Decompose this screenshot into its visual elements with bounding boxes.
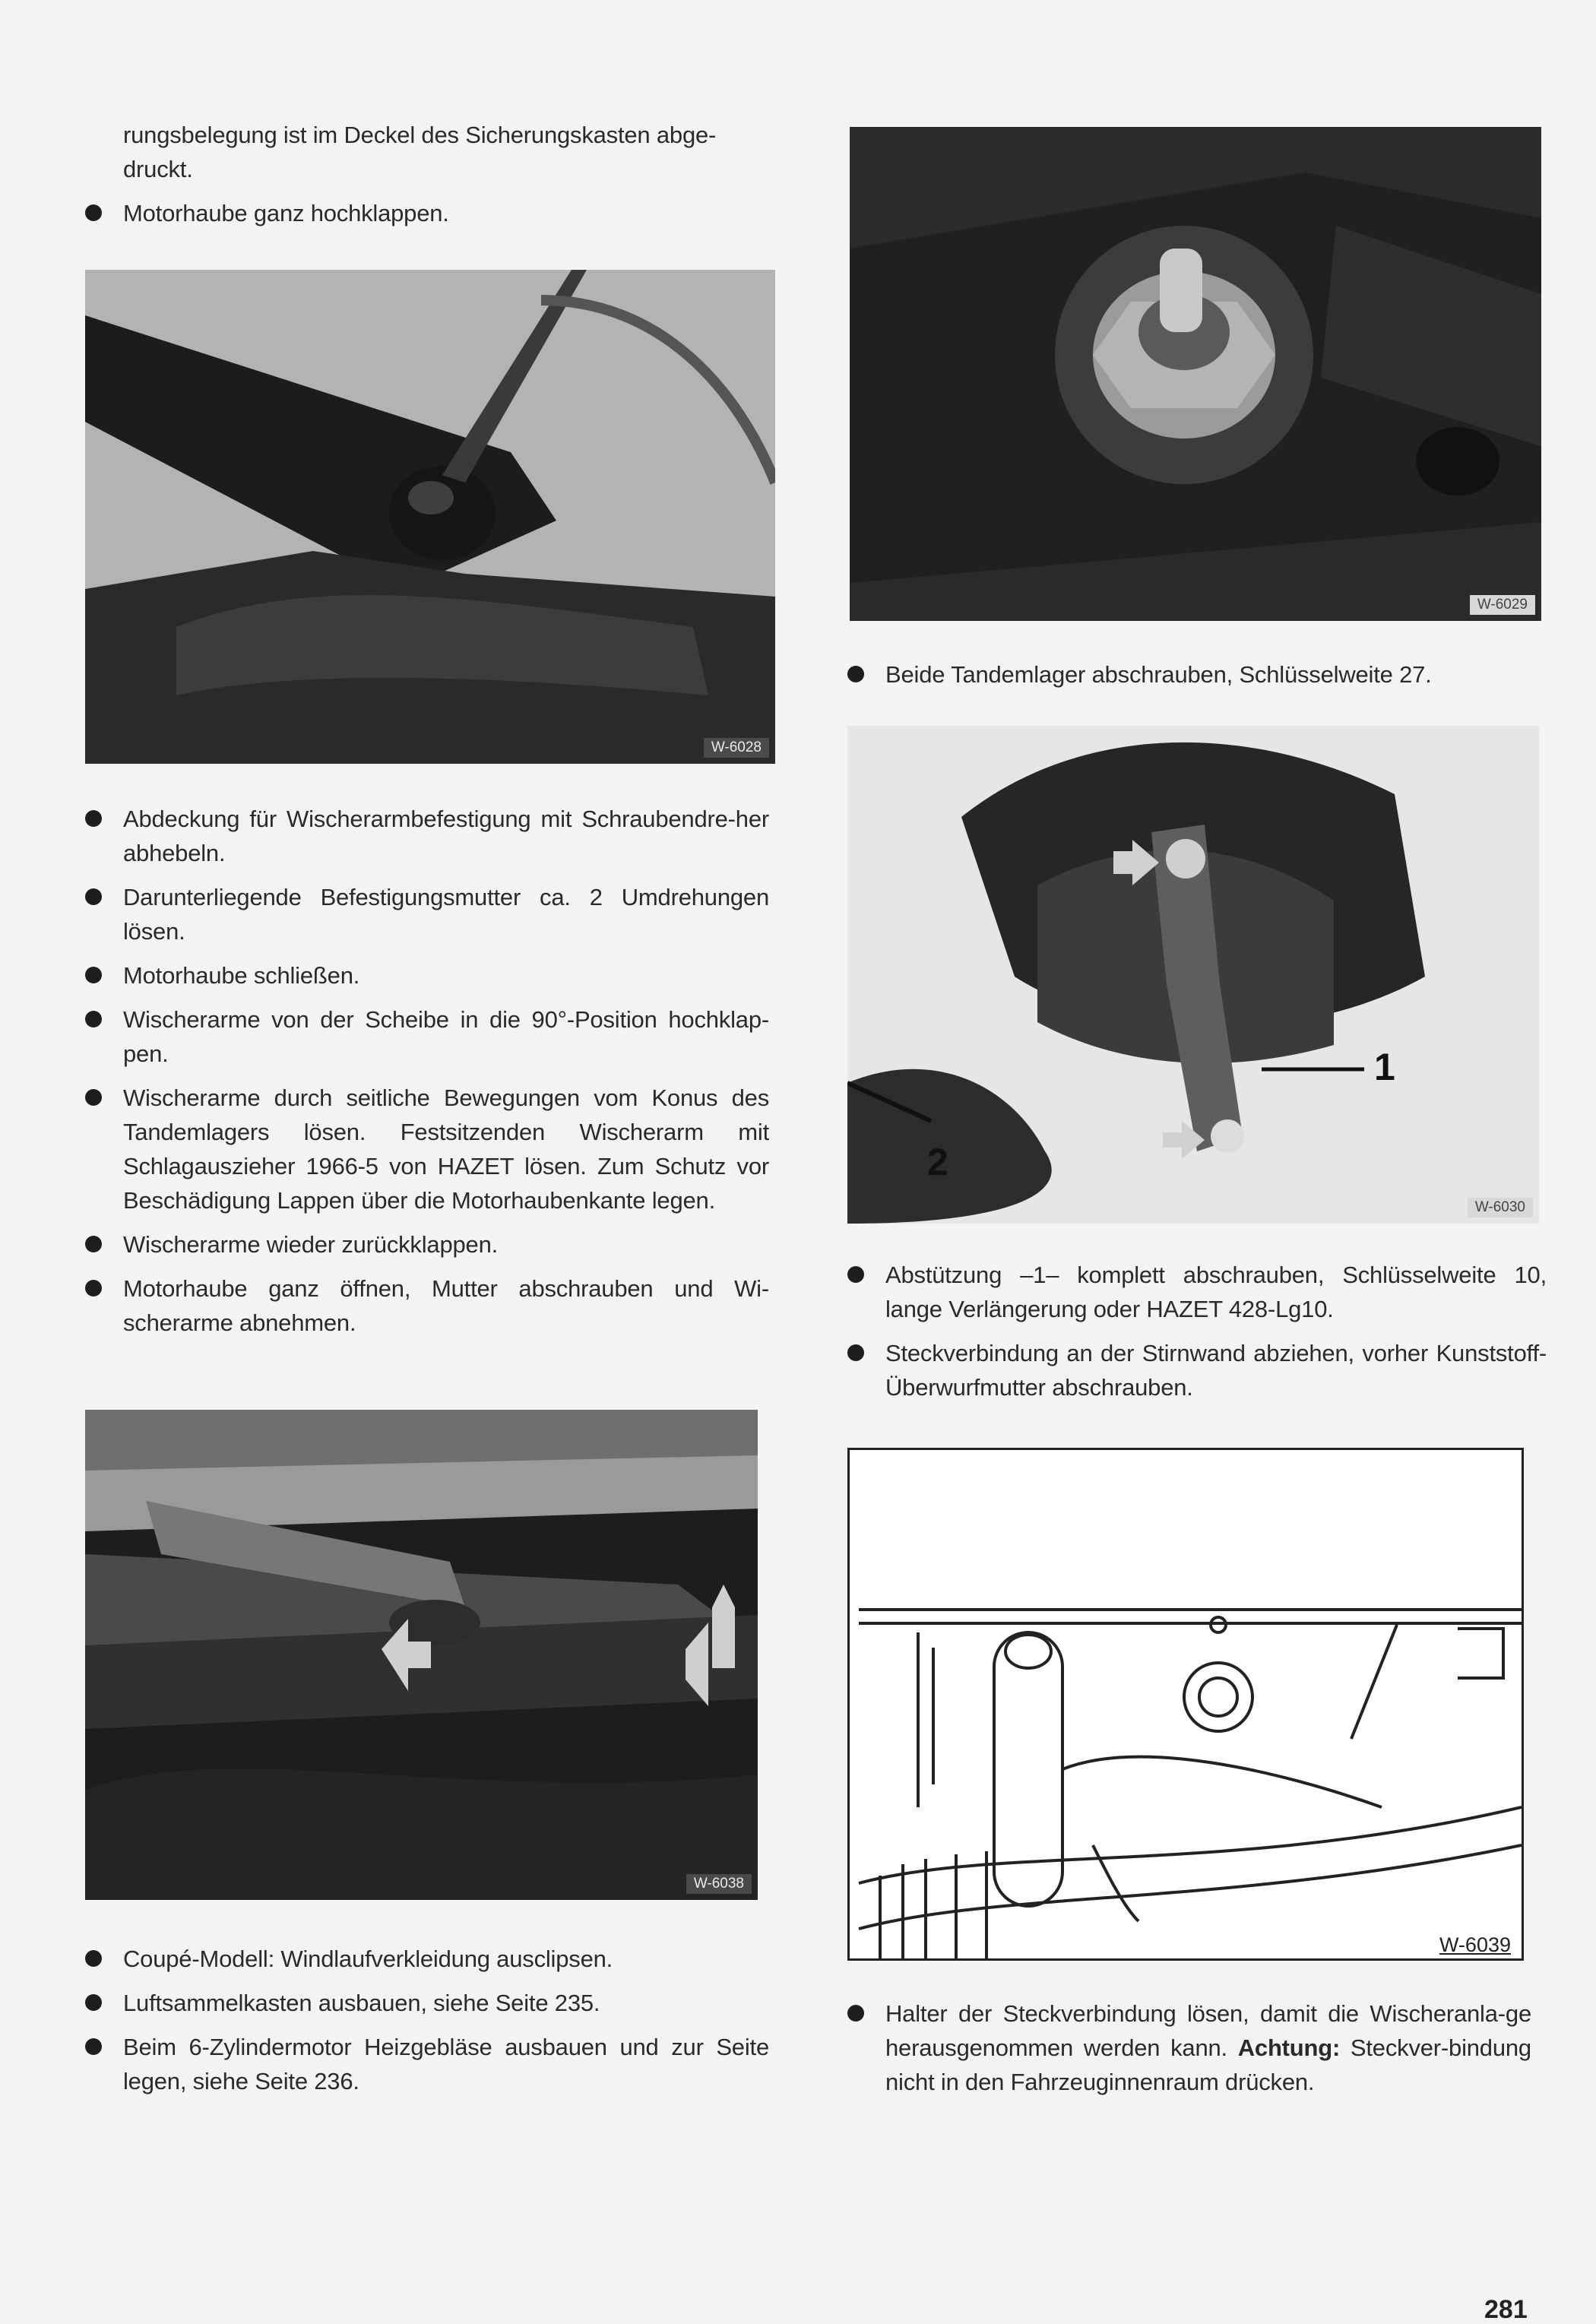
- right-steps-c: [847, 1258, 1547, 1414]
- step-list-final: [847, 1996, 1531, 2099]
- drawing-plug-connector: [847, 1448, 1524, 1961]
- cowl-panel-photo-illustration: [85, 1410, 758, 1900]
- step-heater-blower: Beim 6-Zylindermotor Heizgebläse ausbauen und zur Seite legen, siehe Seite 236.: [85, 2030, 769, 2098]
- step-release-holder: [847, 1996, 1531, 2099]
- page-number: 281: [1484, 2295, 1528, 2324]
- intro-paragraph: rungsbelegung ist im Deckel des Sicherungskasten abge-druckt.: [123, 122, 717, 182]
- left-intro-text: [85, 118, 769, 240]
- step-air-box: Luftsammelkasten ausbauen, siehe Seite 235.: [85, 1986, 769, 2020]
- step-remove-arms: Motorhaube ganz öffnen, Mutter abschrauben und Wi-scherarme abnehmen.: [85, 1271, 769, 1340]
- step-open-hood: Motorhaube ganz hochklappen.: [85, 196, 769, 230]
- step-list-a: [85, 802, 769, 1340]
- callout-2: 2: [927, 1141, 948, 1183]
- left-steps-a: [85, 802, 769, 1350]
- photo-wiper-arm-cover: [85, 270, 775, 764]
- figure-code-w6038: W-6038: [686, 1874, 752, 1894]
- step-list-c: [847, 1258, 1547, 1404]
- left-steps-b: [85, 1942, 769, 2108]
- photo-cowl-panel: [85, 1410, 758, 1900]
- step-unscrew-tandem: Beide Tandemlager abschrauben, Schlüsselweite 27.: [847, 657, 1547, 692]
- tandem-bearing-photo-illustration: [850, 127, 1541, 621]
- wiper-arm-photo-illustration: [85, 270, 775, 764]
- warning-label: Achtung:: [1237, 2034, 1341, 2061]
- callout-1: 1: [1374, 1046, 1395, 1088]
- right-final-step: [847, 1996, 1531, 2109]
- step-close-hood: Motorhaube schließen.: [85, 958, 769, 993]
- step-lift-cover: Abdeckung für Wischerarmbefestigung mit Schraubendre-her abhebeln.: [85, 802, 769, 870]
- step-release-arms: Wischerarme durch seitliche Bewegungen vom Konus des Tandemlagers lösen. Festsitzenden Wischerarm mit Schlagauszieher 1966-5 von HAZET lösen. Zum Schutz vor Beschädigung Lappen über die Motorhaubenkante legen.: [85, 1081, 769, 1217]
- final-step-tail: Steckver-bindung nicht in den Fahrzeuginnenraum drücken.: [885, 2034, 1531, 2095]
- step-list-tandem: [847, 657, 1547, 692]
- final-step-text: Halter der Steckverbindung lösen, damit die Wischeranla-ge herausgenommen werden kann.: [885, 2000, 1531, 2061]
- photo-tandem-bearing: [850, 127, 1541, 621]
- step-list-open-hood: [85, 196, 769, 230]
- step-loosen-nut: Darunterliegende Befestigungsmutter ca. 2 Umdrehungen lösen.: [85, 880, 769, 948]
- step-coupe-cowl: Coupé-Modell: Windlaufverkleidung ausclipsen.: [85, 1942, 769, 1976]
- figure-code-w6039: W-6039: [1439, 1933, 1511, 1956]
- support-bracket-photo-illustration: [847, 726, 1539, 1224]
- figure-code-w6030: W-6030: [1468, 1198, 1533, 1217]
- step-list-b: [85, 1942, 769, 2098]
- right-step-tandem: [847, 657, 1547, 701]
- photo-support-bracket: [847, 726, 1539, 1224]
- figure-code-w6029: W-6029: [1470, 595, 1535, 615]
- step-fold-back: Wischerarme wieder zurückklappen.: [85, 1227, 769, 1262]
- figure-code-w6028: W-6028: [704, 738, 769, 758]
- step-fold-arms: Wischerarme von der Scheibe in die 90°-Position hochklap-pen.: [85, 1002, 769, 1071]
- plug-connector-line-drawing: [850, 1450, 1522, 1958]
- step-disconnect-plug: Steckverbindung an der Stirnwand abziehen, vorher Kunststoff-Überwurfmutter abschrauben.: [847, 1336, 1547, 1404]
- step-unscrew-support: Abstützung –1– komplett abschrauben, Schlüsselweite 10, lange Verlängerung oder HAZET 428-Lg10.: [847, 1258, 1547, 1326]
